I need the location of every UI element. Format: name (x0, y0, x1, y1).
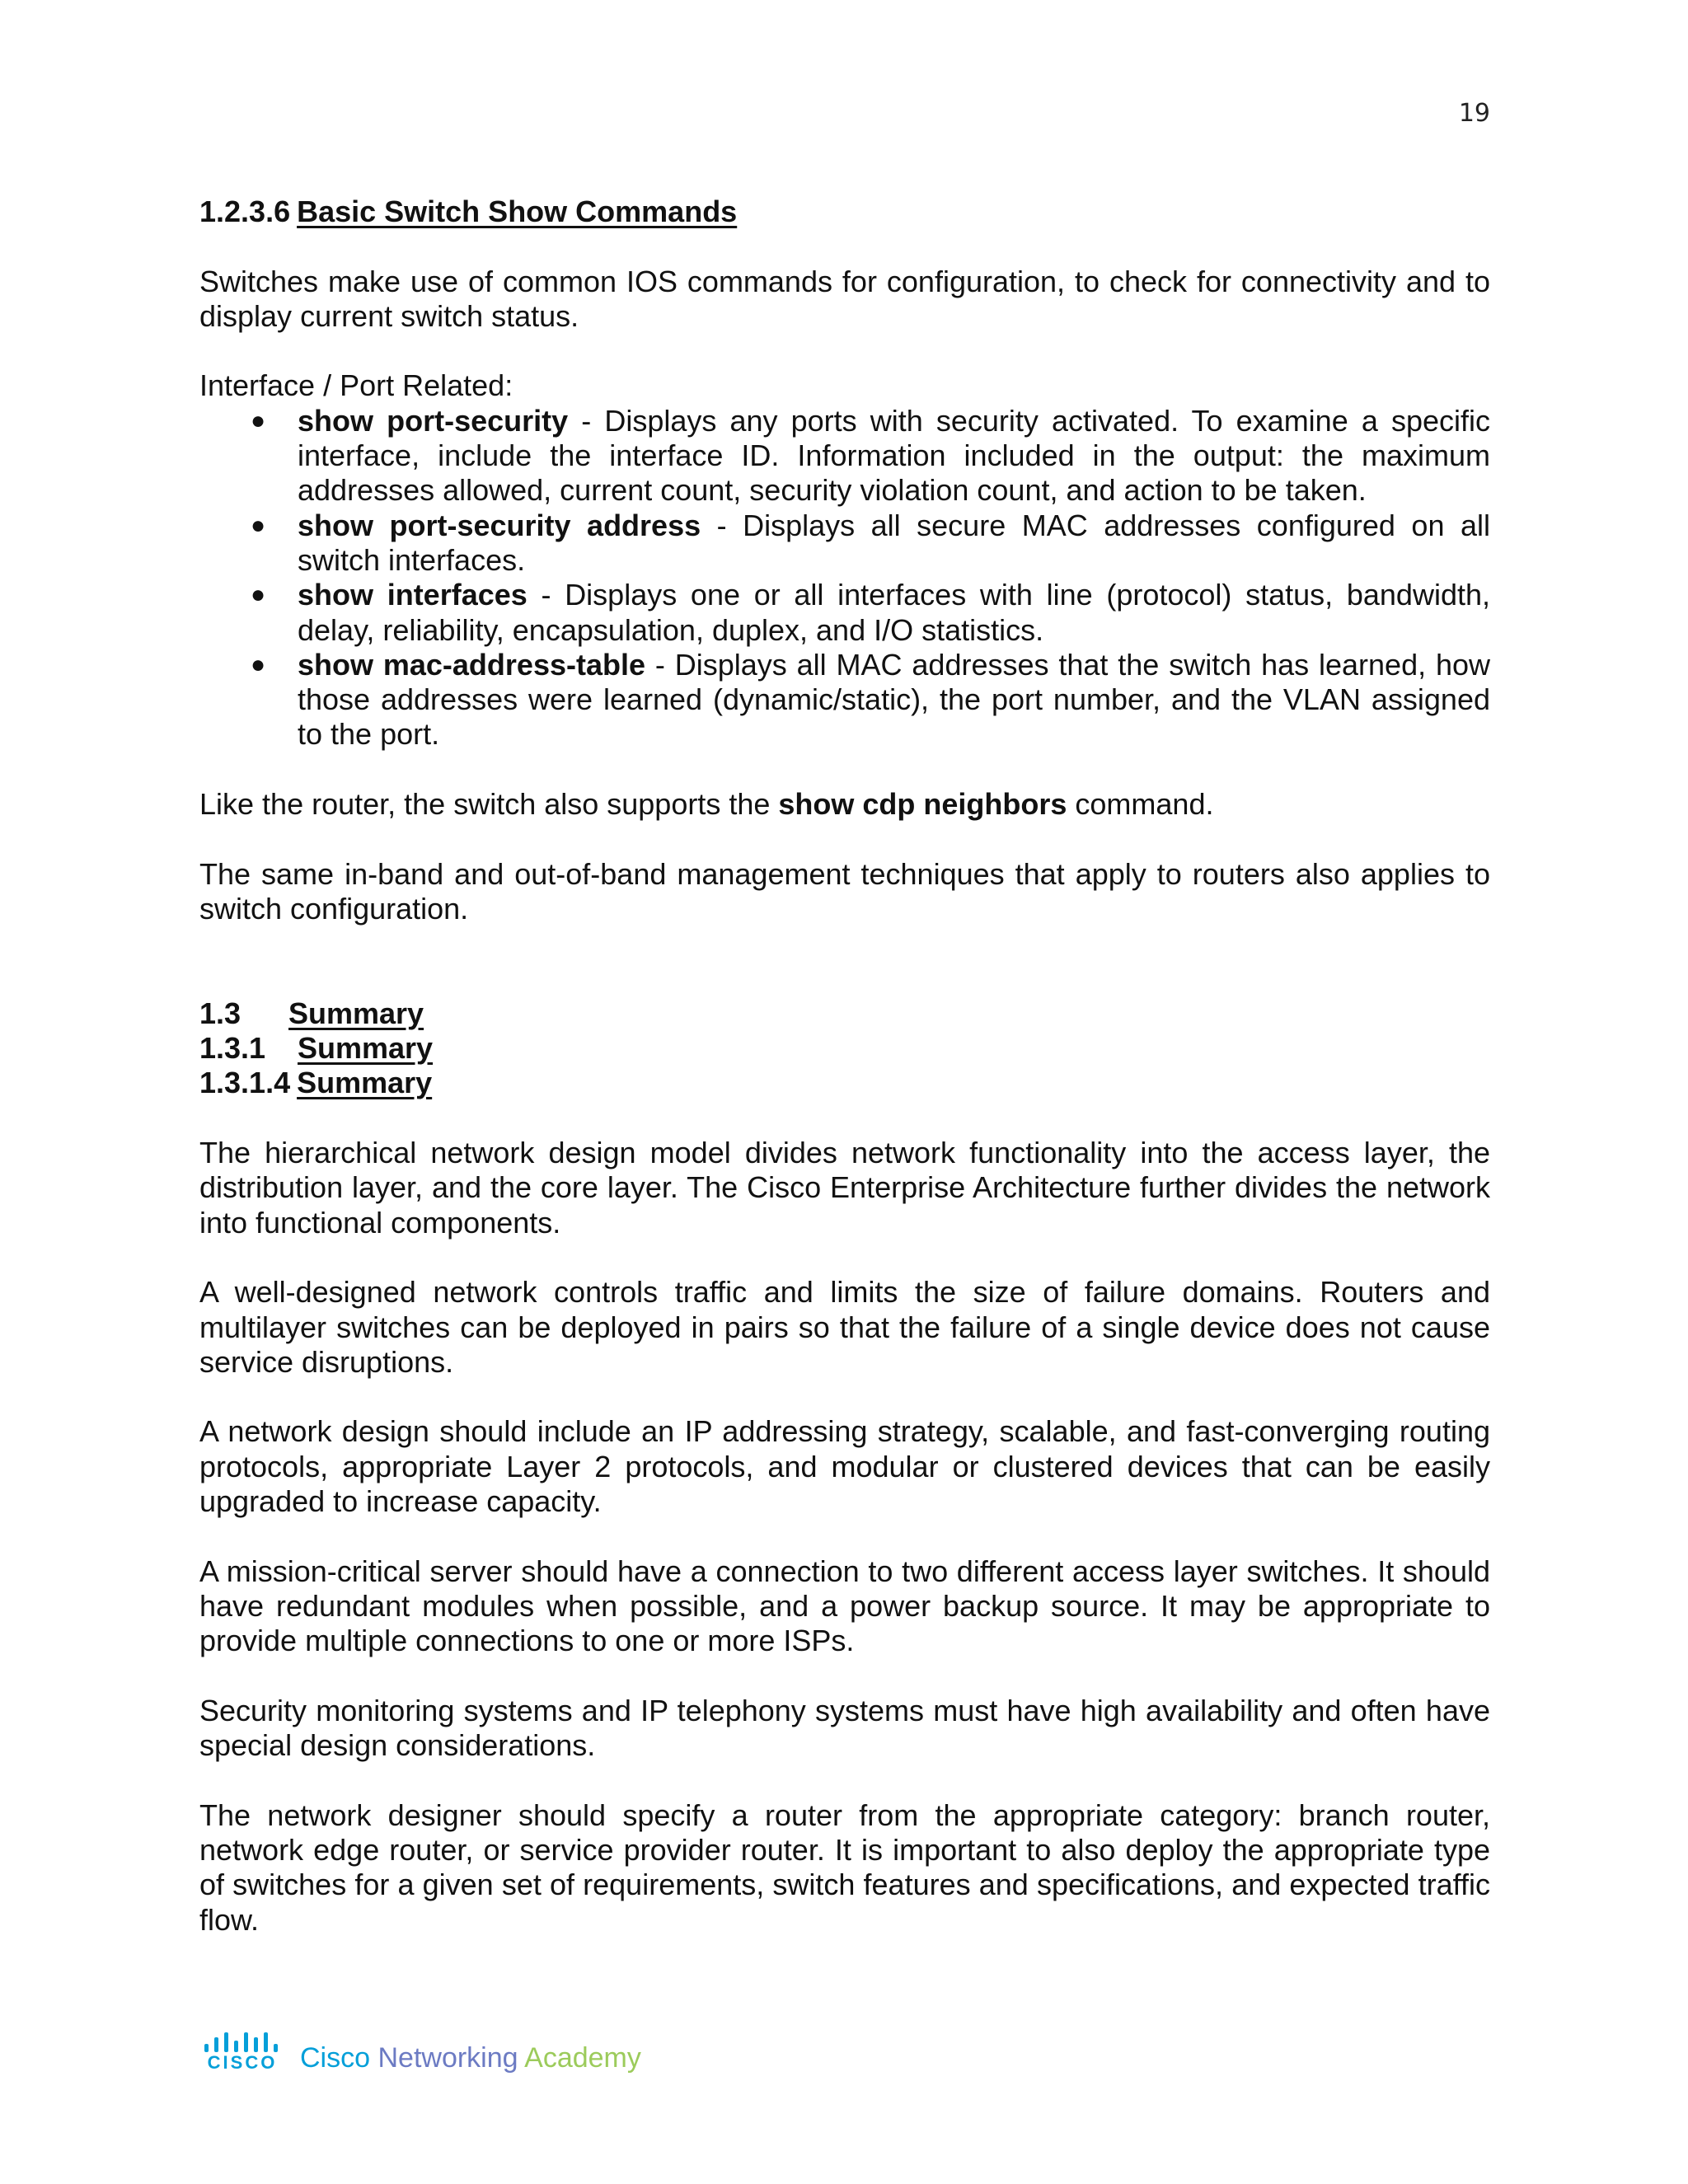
academy-word-networking: Networking (377, 2042, 518, 2074)
section-number: 1.3 (199, 996, 241, 1030)
academy-word-cisco: Cisco (300, 2042, 371, 2074)
academy-wordmark (300, 2044, 641, 2072)
summary-paragraph: The network designer should specify a router from the appropriate category: branch router, network edge router, or service provider router. It is important to also deploy the appropriate type of switches for a given set of requirements, switch features and specifications, and expected traffic flow. (199, 1797, 1490, 1937)
cisco-wordmark: CISCO (207, 2052, 278, 2073)
intro-paragraph: Switches make use of common IOS commands for configuration, to check for connectivity and to display current switch status. (199, 264, 1490, 333)
cdp-command: show cdp neighbors (778, 787, 1067, 822)
page-number: 19 (1458, 99, 1490, 128)
academy-word-academy: Academy (524, 2042, 641, 2074)
section-title: Basic Switch Show Commands (297, 194, 738, 228)
management-paragraph: The same in-band and out-of-band management techniques that apply to routers also applies to switch configuration. (199, 856, 1490, 926)
cdp-text-after: command. (1067, 787, 1214, 822)
document-body (199, 194, 1490, 1938)
summary-heading-1-3-1 (199, 1031, 1490, 1066)
list-item (199, 404, 1490, 509)
bullet-icon: ● (251, 511, 266, 539)
summary-paragraph: A mission-critical server should have a connection to two different access layer switches. It should have redundant modules when possible, and a power backup source. It may be appropriate to provide multiple connections to one or more ISPs. (199, 1554, 1490, 1658)
cdp-text-before: Like the router, the switch also supports the (199, 787, 779, 822)
command-description: - Displays any ports with security activated. To examine a specific interface, include the interface ID. Information included in the output: the maximum addresses allowed, current count, security violation count, and action to be taken. (298, 403, 1490, 508)
cisco-academy-footer (203, 2032, 641, 2072)
summary-paragraph: A well-designed network controls traffic and limits the size of failure domains. Routers and multilayer switches can be deployed in pairs so that the failure of a single device does not cause service disruptions. (199, 1275, 1490, 1379)
command-name: show port-security (298, 403, 569, 438)
cdp-paragraph (199, 787, 1490, 822)
list-item (199, 509, 1490, 579)
list-item (199, 648, 1490, 752)
command-description: - Displays all secure MAC addresses configured on all switch interfaces. (298, 508, 1490, 577)
command-description: - Displays one or all interfaces with line (protocol) status, bandwidth, delay, reliability, encapsulation, duplex, and I/O statistics. (298, 578, 1490, 647)
summary-paragraph: Security monitoring systems and IP telephony systems must have high availability and often have special design considerations. (199, 1693, 1490, 1763)
summary-paragraph: A network design should include an IP addressing strategy, scalable, and fast-converging routing protocols, appropriate Layer 2 protocols, and modular or clustered devices that can be easily upgraded to increase capacity. (199, 1414, 1490, 1518)
command-description: - Displays all MAC addresses that the switch has learned, how those addresses were learned (dynamic/static), the port number, and the VLAN assigned to the port. (298, 647, 1491, 752)
bullet-icon: ● (251, 581, 266, 609)
section-title: Summary (288, 996, 424, 1030)
section-title: Summary (298, 1031, 434, 1066)
bullet-icon: ● (251, 406, 266, 434)
cisco-logo (203, 2032, 282, 2072)
bullet-icon: ● (251, 650, 266, 678)
command-list (199, 404, 1490, 752)
section-number: 1.3.1 (199, 1031, 266, 1066)
command-name: show port-security address (298, 508, 701, 542)
command-name: show interfaces (298, 578, 528, 612)
summary-heading-1-3 (199, 996, 1490, 1031)
section-number: 1.3.1.4 (199, 1066, 291, 1100)
command-name: show mac-address-table (298, 647, 646, 682)
summary-heading-1-3-1-4 (199, 1066, 1490, 1100)
summary-paragraph: The hierarchical network design model divides network functionality into the access layer, the distribution layer, and the core layer. The Cisco Enterprise Architecture further divides the network into functional components. (199, 1136, 1490, 1240)
list-item (199, 578, 1490, 648)
section-number: 1.2.3.6 (199, 194, 291, 228)
list-label: Interface / Port Related: (199, 368, 513, 403)
cisco-bridge-icon (203, 2032, 282, 2054)
section-heading-1-2-3-6 (199, 194, 1490, 229)
section-title: Summary (297, 1066, 433, 1100)
